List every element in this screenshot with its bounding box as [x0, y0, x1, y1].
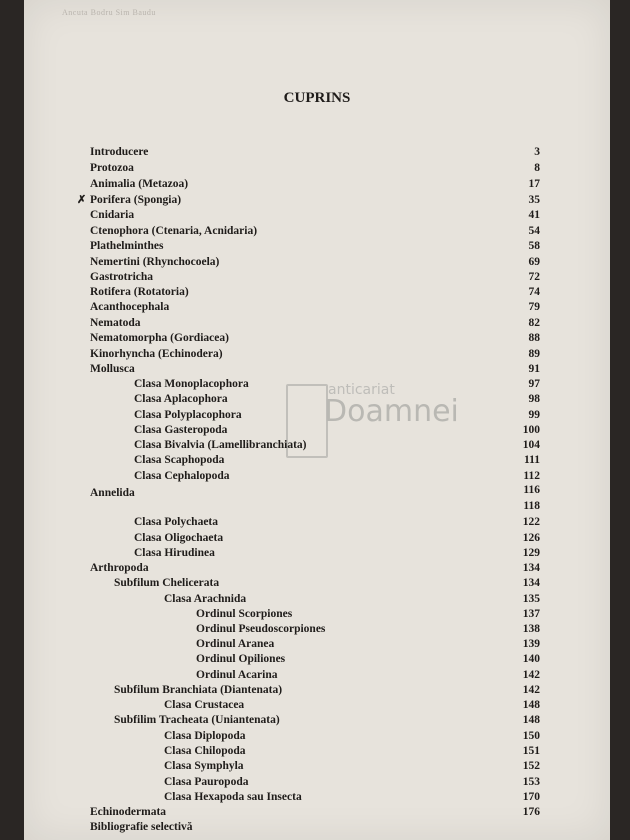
toc-row [24, 622, 610, 638]
toc-row [24, 270, 610, 286]
toc-entry-label: Clasa Polyplacophora [134, 409, 242, 421]
toc-row [24, 453, 610, 469]
toc-entry-label: Ordinul Acarina [196, 669, 278, 681]
toc-page-number: 91 [528, 363, 540, 375]
toc-row [24, 729, 610, 745]
toc-page-number: 41 [528, 209, 540, 221]
toc-page-number: 135 [522, 593, 540, 605]
toc-page-number: 142 [522, 684, 540, 696]
toc-page-number: 134 [522, 562, 540, 574]
toc-entry-label: Clasa Arachnida [164, 593, 247, 605]
toc-row [24, 820, 610, 836]
page-title: CUPRINS [283, 90, 351, 106]
toc-row [24, 408, 610, 424]
toc-page-number: 142 [522, 669, 540, 681]
running-header: Ancuta Bodru Sim Baudu [62, 8, 156, 17]
toc-entry-label: Clasa Bivalvia (Lamellibranchiata) [134, 439, 307, 451]
toc-page-number: 153 [522, 776, 540, 788]
toc-entry-label: Porifera (Spongia) [90, 194, 182, 206]
toc-page-number: 3 [534, 146, 540, 158]
toc-row [24, 805, 610, 821]
toc-entry-label: Gastrotricha [90, 271, 154, 283]
toc-row [24, 744, 610, 760]
toc-entry-label: Nemertini (Rhynchocoela) [90, 256, 220, 268]
toc-entry-label: Acanthocephala [90, 301, 170, 313]
toc-row [24, 607, 610, 623]
toc-entry-label: Kinorhyncha (Echinodera) [90, 348, 223, 360]
toc-entry-label: Clasa Diplopoda [164, 730, 246, 742]
toc-row [24, 208, 610, 224]
toc-row [24, 255, 610, 271]
handwritten-check-mark: ✗ [77, 194, 87, 206]
toc-page-number: 140 [522, 653, 540, 665]
toc-entry-label: Ordinul Scorpiones [196, 608, 293, 620]
toc-entry-label: Subfilum Branchiata (Diantenata) [114, 684, 283, 696]
toc-row [24, 652, 610, 668]
toc-row [24, 683, 610, 699]
toc-entry-label: Ordinul Aranea [196, 638, 275, 650]
toc-row [24, 331, 610, 347]
toc-page-number: 151 [522, 745, 540, 757]
toc-row [24, 423, 610, 439]
table-of-contents [24, 0, 610, 840]
toc-page-number: 8 [534, 162, 540, 174]
toc-entry-label: Cnidaria [90, 209, 135, 221]
toc-page-number: 129 [522, 547, 540, 559]
toc-entry-label: Subfilim Tracheata (Uniantenata) [114, 714, 280, 726]
toc-entry-label: Clasa Scaphopoda [134, 454, 225, 466]
toc-page-number: 69 [528, 256, 540, 268]
toc-row [24, 285, 610, 301]
toc-entry-label: Bibliografie selectivă [90, 821, 193, 833]
toc-entry-label: Arthropoda [90, 562, 149, 574]
toc-page-number: 35 [528, 194, 540, 206]
toc-page-number: 170 [522, 791, 540, 803]
toc-page-number: 111 [524, 454, 540, 466]
toc-entry-label: Clasa Oligochaeta [134, 532, 224, 544]
toc-row [24, 145, 610, 161]
toc-page-number: 99 [528, 409, 540, 421]
toc-entry-label: Annelida [90, 487, 135, 499]
toc-page-number: 72 [528, 271, 540, 283]
toc-entry-label: Rotifera (Rotatoria) [90, 286, 189, 298]
toc-row [24, 224, 610, 240]
toc-row [24, 515, 610, 531]
toc-entry-label: Protozoa [90, 162, 134, 174]
toc-page-number: 134 [522, 577, 540, 589]
toc-row [24, 316, 610, 332]
toc-row [24, 161, 610, 177]
toc-row [24, 239, 610, 255]
toc-page-number: 54 [528, 225, 540, 237]
toc-page-number: 100 [522, 424, 540, 436]
toc-row [24, 486, 610, 512]
toc-entry-label: Clasa Symphyla [164, 760, 244, 772]
toc-page-number: 122 [522, 516, 540, 528]
watermark-big-text: Doamnei [324, 394, 459, 429]
toc-page-number: 58 [528, 240, 540, 252]
toc-row [24, 561, 610, 577]
toc-entry-label: Introducere [90, 146, 149, 158]
toc-page-number: 137 [522, 608, 540, 620]
toc-entry-label: Animalia (Metazoa) [90, 178, 189, 190]
toc-entry-label: Ordinul Pseudoscorpiones [196, 623, 326, 635]
toc-entry-label: Echinodermata [90, 806, 167, 818]
toc-row [24, 300, 610, 316]
toc-row [24, 775, 610, 791]
toc-entry-label: Subfilum Chelicerata [114, 577, 220, 589]
toc-page-number: 112 [523, 470, 540, 482]
toc-page-number: 79 [528, 301, 540, 313]
toc-entry-label: Nematomorpha (Gordiacea) [90, 332, 229, 344]
toc-page-number: 139 [522, 638, 540, 650]
toc-page-number: 98 [528, 393, 540, 405]
toc-entry-label: Mollusca [90, 363, 135, 375]
toc-row [24, 576, 610, 592]
toc-row [24, 592, 610, 608]
toc-row [24, 193, 610, 209]
toc-entry-label: Clasa Monoplacophora [134, 378, 249, 390]
toc-entry-label: Clasa Pauropoda [164, 776, 249, 788]
toc-row [24, 546, 610, 562]
toc-row [24, 347, 610, 363]
toc-page-number: 148 [522, 699, 540, 711]
toc-page-number: 82 [528, 317, 540, 329]
toc-page-number: 150 [522, 730, 540, 742]
toc-row [24, 698, 610, 714]
toc-page-number: 97 [528, 378, 540, 390]
toc-page-number: 17 [528, 178, 540, 190]
toc-entry-label: Nematoda [90, 317, 141, 329]
toc-row [24, 759, 610, 775]
toc-entry-label: Clasa Hexapoda sau Insecta [164, 791, 302, 803]
toc-entry-label: Clasa Crustacea [164, 699, 245, 711]
toc-page-number: 138 [522, 623, 540, 635]
toc-row [24, 668, 610, 684]
toc-entry-label: Clasa Hirudinea [134, 547, 215, 559]
toc-page-number: 176 [522, 806, 540, 818]
book-page [24, 0, 610, 840]
toc-entry-label: Clasa Polychaeta [134, 516, 219, 528]
toc-entry-label: Ordinul Opiliones [196, 653, 286, 665]
toc-page-number: 116 [523, 484, 540, 496]
toc-row [24, 377, 610, 393]
toc-row [24, 790, 610, 806]
toc-row [24, 531, 610, 547]
toc-entry-label: Clasa Aplacophora [134, 393, 228, 405]
toc-entry-label: Clasa Cephalopoda [134, 470, 230, 482]
toc-page-number: 74 [528, 286, 540, 298]
toc-entry-label: Ctenophora (Ctenaria, Acnidaria) [90, 225, 258, 237]
toc-row [24, 362, 610, 378]
toc-page-number: 104 [522, 439, 540, 451]
toc-entry-label: Clasa Gasteropoda [134, 424, 228, 436]
toc-row [24, 438, 610, 454]
watermark-small-text: anticariat [328, 382, 395, 398]
toc-page-number: 126 [522, 532, 540, 544]
toc-page-number: 152 [522, 760, 540, 772]
toc-page-number: 118 [523, 500, 540, 512]
toc-entry-label: Plathelminthes [90, 240, 164, 252]
toc-entry-label: Clasa Chilopoda [164, 745, 246, 757]
toc-row [24, 637, 610, 653]
toc-page-number: 88 [528, 332, 540, 344]
toc-row [24, 713, 610, 729]
toc-row [24, 392, 610, 408]
toc-page-number: 148 [522, 714, 540, 726]
toc-page-number: 89 [528, 348, 540, 360]
toc-row [24, 177, 610, 193]
